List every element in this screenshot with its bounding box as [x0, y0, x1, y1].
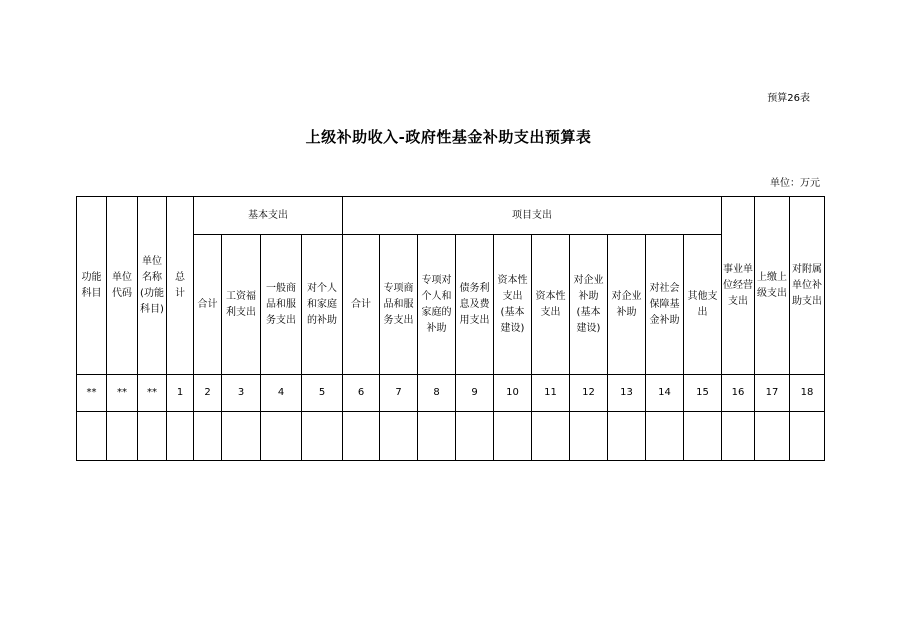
data-cell — [167, 412, 194, 461]
data-cell — [222, 412, 261, 461]
index-cell: 5 — [302, 375, 343, 412]
index-cell: 7 — [380, 375, 418, 412]
index-cell: 1 — [167, 375, 194, 412]
header-unit-name: 单位 名称 (功能 科目) — [138, 197, 167, 375]
index-cell: 15 — [684, 375, 722, 412]
data-cell — [608, 412, 646, 461]
header-business-ops: 事业单 位经营 支出 — [722, 197, 755, 375]
header-special-goods: 专项商 品和服 务支出 — [380, 235, 418, 375]
data-cell — [494, 412, 532, 461]
form-number: 预算26表 — [767, 93, 810, 104]
header-debt-interest: 债务利 息及费 用支出 — [456, 235, 494, 375]
index-row — [77, 375, 825, 412]
data-cell — [684, 412, 722, 461]
index-cell: 2 — [194, 375, 222, 412]
header-row-groups — [77, 197, 825, 235]
data-cell — [302, 412, 343, 461]
index-cell: 4 — [261, 375, 302, 412]
header-enterprise: 对企业 补助 — [608, 235, 646, 375]
index-cell: 8 — [418, 375, 456, 412]
data-cell — [138, 412, 167, 461]
data-cell — [194, 412, 222, 461]
header-capital-basic: 资本性 支出 (基本 建设) — [494, 235, 532, 375]
index-cell: 10 — [494, 375, 532, 412]
header-wages: 工资福 利支出 — [222, 235, 261, 375]
data-cell — [456, 412, 494, 461]
data-cell — [755, 412, 790, 461]
index-cell: ** — [138, 375, 167, 412]
page-title: 上级补助收入-政府性基金补助支出预算表 — [305, 128, 592, 146]
data-cell — [380, 412, 418, 461]
data-row-empty — [77, 412, 825, 461]
data-cell — [261, 412, 302, 461]
header-project-total: 合计 — [343, 235, 380, 375]
header-personal-subsidy: 对个人 和家庭 的补助 — [302, 235, 343, 375]
index-cell: 12 — [570, 375, 608, 412]
data-cell — [532, 412, 570, 461]
data-cell — [77, 412, 107, 461]
header-unit-code: 单位 代码 — [107, 197, 138, 375]
index-cell: 13 — [608, 375, 646, 412]
index-cell: 17 — [755, 375, 790, 412]
unit-label: 单位：万元 — [770, 178, 820, 189]
data-cell — [570, 412, 608, 461]
index-cell: ** — [107, 375, 138, 412]
header-capital: 资本性 支出 — [532, 235, 570, 375]
data-cell — [418, 412, 456, 461]
header-remit-upper: 上缴上 级支出 — [755, 197, 790, 375]
data-cell — [343, 412, 380, 461]
header-basic-total: 合计 — [194, 235, 222, 375]
budget-table — [76, 196, 825, 461]
header-social-security: 对社会 保障基 金补助 — [646, 235, 684, 375]
header-affiliated-subsidy: 对附属 单位补 助支出 — [790, 197, 825, 375]
index-cell: 9 — [456, 375, 494, 412]
header-enterprise-basic: 对企业 补助 (基本 建设) — [570, 235, 608, 375]
index-cell: 11 — [532, 375, 570, 412]
data-cell — [722, 412, 755, 461]
index-cell: 14 — [646, 375, 684, 412]
header-goods-services: 一般商 品和服 务支出 — [261, 235, 302, 375]
header-project-group: 项目支出 — [343, 197, 722, 235]
data-cell — [790, 412, 825, 461]
header-func-subject: 功能 科目 — [77, 197, 107, 375]
data-cell — [646, 412, 684, 461]
index-cell: 6 — [343, 375, 380, 412]
header-basic-group: 基本支出 — [194, 197, 343, 235]
index-cell: 16 — [722, 375, 755, 412]
header-special-personal: 专项对 个人和 家庭的 补助 — [418, 235, 456, 375]
index-cell: 18 — [790, 375, 825, 412]
data-cell — [107, 412, 138, 461]
index-cell: ** — [77, 375, 107, 412]
header-other: 其他支 出 — [684, 235, 722, 375]
header-total: 总 计 — [167, 197, 194, 375]
index-cell: 3 — [222, 375, 261, 412]
